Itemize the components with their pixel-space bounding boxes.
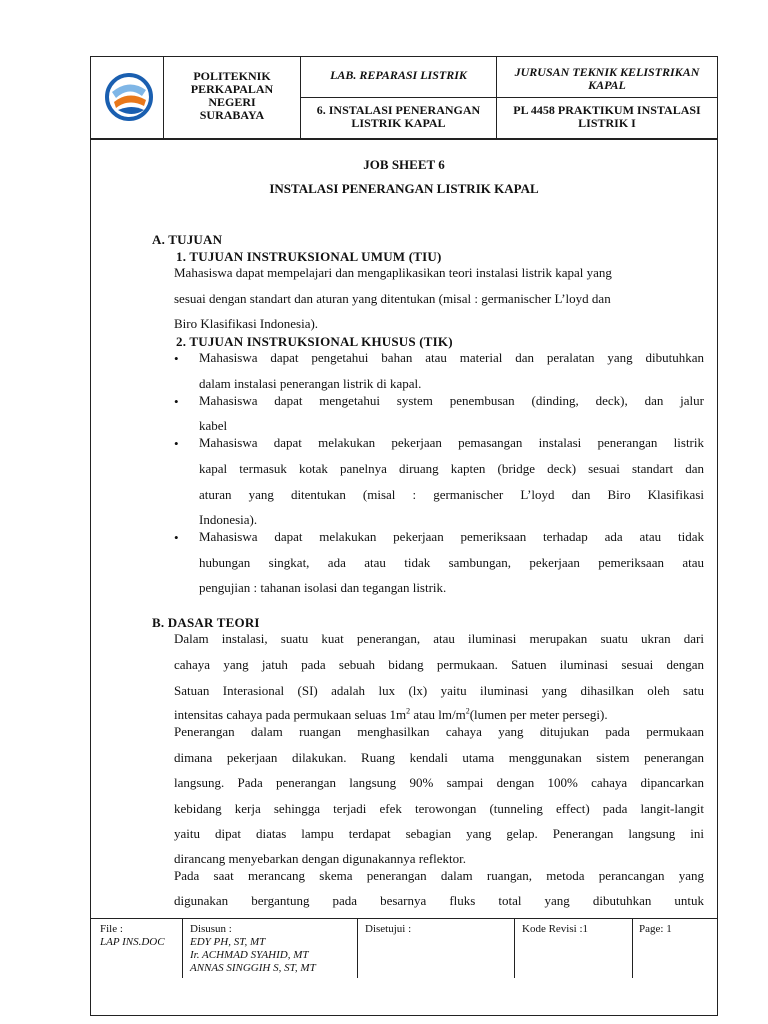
footer-divider xyxy=(632,918,633,978)
section-heading: B. DASAR TEORI xyxy=(152,615,260,630)
list-item-line: Mahasiswa dapat melakukan pekerjaan pemasangan instalasi penerangan listrik xyxy=(199,435,704,450)
author-name: Ir. ACHMAD SYAHID, MT xyxy=(190,949,309,961)
job-line: 6. INSTALASI PENERANGAN xyxy=(316,103,481,117)
bullet-icon: • xyxy=(174,394,179,409)
subsection-heading: 2. TUJUAN INSTRUKSIONAL KHUSUS (TIK) xyxy=(176,334,453,349)
header-divider xyxy=(300,97,717,98)
job-line: LISTRIK KAPAL xyxy=(351,116,446,130)
institution-line: SURABAYA xyxy=(199,108,265,122)
paragraph-line: yaitu dipat diatas lampu terdapat sebagian yang gelap. Penerangan langsung ini xyxy=(174,826,704,841)
paragraph-line: digunakan bergantung pada besarnya fluks total yang dibutuhkan untuk xyxy=(174,893,704,908)
list-item-line: hubungan singkat, ada atau tidak sambungan, pekerjaan pemeriksaan atau xyxy=(199,555,704,570)
subsection-heading: 1. TUJUAN INSTRUKSIONAL UMUM (TIU) xyxy=(176,249,442,264)
paragraph-line xyxy=(174,708,608,721)
page-title: JOB SHEET 6 xyxy=(363,157,445,172)
list-item-line: Mahasiswa dapat melakukan pekerjaan pemeriksaan terhadap ada atau tidak xyxy=(199,529,704,544)
paragraph-line: dimana pekerjaan dilakukan. Ruang kendali utama menggunakan sistem penerangan xyxy=(174,750,704,765)
bullet-icon: • xyxy=(174,351,179,366)
list-item-line: kapal termasuk kotak panelnya diruang kapten (bridge deck) sesuai standart dan xyxy=(199,461,704,476)
department-name xyxy=(497,66,717,92)
text-run: (lumen per meter persegi). xyxy=(469,707,608,722)
list-item-line: pengujian : tahanan isolasi dan tegangan listrik. xyxy=(199,580,447,595)
institution-logo xyxy=(104,72,154,122)
footer-divider xyxy=(91,918,717,919)
paragraph-line: kebidang kerja sehingga terjadi efek terowongan (tunneling effect) pada langit-langit xyxy=(174,801,704,816)
department-line: KAPAL xyxy=(588,78,626,92)
paragraph-line: cahaya yang jatuh pada sebuah bidang permukaan. Satuen iluminasi sesuai dengan xyxy=(174,657,704,672)
bullet-icon: • xyxy=(174,436,179,451)
paragraph-line: Penerangan dalam ruangan menghasilkan cahaya yang ditujukan pada permukaan xyxy=(174,724,704,739)
paragraph-line: Pada saat merancang skema penerangan dalam ruangan, metoda perancangan yang xyxy=(174,868,704,883)
superscript: 2 xyxy=(406,706,411,716)
paragraph-line: Dalam instalasi, suatu kuat penerangan, atau iluminasi merupakan suatu ukran dari xyxy=(174,631,704,646)
institution-name xyxy=(164,70,300,122)
institution-line: NEGERI xyxy=(208,95,256,109)
list-item-line: Indonesia). xyxy=(199,512,258,527)
course-line: LISTRIK I xyxy=(578,116,636,130)
author-name: EDY PH, ST, MT xyxy=(190,936,266,948)
paragraph-line: Satuan Interasional (SI) adalah lux (lx) yaitu iluminasi yang dihasilkan oleh satu xyxy=(174,683,704,698)
job-number xyxy=(301,104,496,130)
file-label: File : xyxy=(100,923,123,935)
list-item-line: aturan yang ditentukan (misal : germanischer L’loyd dan Biro Klasifikasi xyxy=(199,487,704,502)
disusun-label: Disusun : xyxy=(190,923,232,935)
file-value: LAP INS.DOC xyxy=(100,936,165,948)
list-item-line: Mahasiswa dapat pengetahui bahan atau material dan peralatan yang dibutuhkan xyxy=(199,350,704,365)
footer-divider xyxy=(182,918,183,978)
list-item-line: kabel xyxy=(199,418,228,433)
lab-name: LAB. REPARASI LISTRIK xyxy=(330,68,467,82)
institution-line: POLITEKNIK xyxy=(193,69,271,83)
section-heading: A. TUJUAN xyxy=(152,232,223,247)
footer-divider xyxy=(357,918,358,978)
revision-code: Kode Revisi :1 xyxy=(522,923,588,935)
paragraph-line: langsung. Pada penerangan langsung 90% sampai dengan 100% cahaya dipancarkan xyxy=(174,775,704,790)
footer-divider xyxy=(514,918,515,978)
list-item-line: Mahasiswa dapat mengetahui system penembusan (dinding, deck), dan jalur xyxy=(199,393,704,408)
course-code xyxy=(497,104,717,130)
department-line: JURUSAN TEKNIK KELISTRIKAN xyxy=(514,65,700,79)
paragraph-line: sesuai dengan standart dan aturan yang ditentukan (misal : germanischer L’loyd dan xyxy=(174,291,611,306)
paragraph-line: dirancang menyebarkan dengan digunakannya reflektor. xyxy=(174,851,467,866)
list-item-line: dalam instalasi penerangan listrik di kapal. xyxy=(199,376,422,391)
page-number: Page: 1 xyxy=(639,923,672,935)
disetujui-label: Disetujui : xyxy=(365,923,412,935)
page-subtitle: INSTALASI PENERANGAN LISTRIK KAPAL xyxy=(269,181,539,196)
author-name: ANNAS SINGGIH S, ST, MT xyxy=(190,962,316,974)
paragraph-line: Mahasiswa dapat mempelajari dan mengaplikasikan teori instalasi listrik kapal yang xyxy=(174,265,612,280)
bullet-icon: • xyxy=(174,530,179,545)
paragraph-line: Biro Klasifikasi Indonesia). xyxy=(174,316,319,331)
course-line: PL 4458 PRAKTIKUM INSTALASI xyxy=(513,103,701,117)
text-run: atau lm/m xyxy=(410,707,466,722)
superscript: 2 xyxy=(465,706,470,716)
institution-line: PERKAPALAN xyxy=(190,82,274,96)
text-run: intensitas cahaya pada permukaan seluas 1m xyxy=(174,707,407,722)
